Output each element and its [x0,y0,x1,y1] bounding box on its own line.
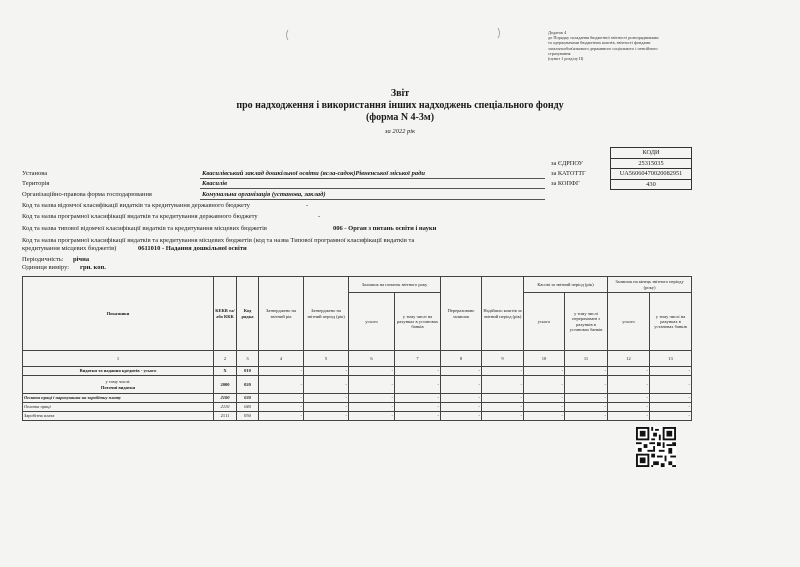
cell-value: - [608,367,650,376]
row-kekv: 2000 [214,376,237,394]
cell-value: - [608,376,650,394]
prog-code-label: Код та назва програмної класифікації видатків та кредитування державного бюджету [22,213,258,220]
cell-value: - [441,376,482,394]
cell-value: - [304,403,349,412]
unit-label: Одиниця виміру: [22,264,70,271]
header-start-total: усього [349,293,395,351]
edrpou-value: 25315035 [611,158,692,169]
col-num: 12 [608,351,650,367]
cell-value: - [565,394,608,403]
cell-value: - [524,367,565,376]
institution-label: Установа [22,170,48,177]
cell-value: - [524,376,565,394]
table-row [23,412,692,421]
row-code: 020 [237,376,259,394]
territory-value: Квасилів [202,180,228,187]
row-kekv: 2100 [214,394,237,403]
periodicity-value: річна [73,256,90,263]
cell-value: - [482,412,524,421]
cell-value: - [349,394,395,403]
cell-value: - [482,376,524,394]
row-name: Видатки та надання кредитів - усього [23,367,214,376]
cell-value: - [259,367,304,376]
cell-value: - [524,403,565,412]
cell-value: - [259,394,304,403]
report-title: Звіт [390,88,410,99]
cell-value: - [650,403,692,412]
cell-value: - [565,403,608,412]
edrpou-label: за ЄДРПОУ [551,160,584,167]
annex-line: страхування [548,50,571,56]
header-cash-transferred: у тому числі перераховані з рахунків в установах банків [565,293,608,351]
col-num: 5 [304,351,349,367]
row-name: Оплата праці і нарахування на заробітну плату [23,394,214,403]
header-balance-start: Залишок на початок звітного року [349,277,441,293]
annex-line: загальнообов'язкового державного соціального і пенсійного [548,45,658,51]
local-dept-value: 006 - Орган з питань освіти і науки [333,225,437,232]
header-approved: Затверджено на звітний рік [259,277,304,351]
cell-value: - [608,412,650,421]
cell-value: - [441,412,482,421]
cell-value: - [565,376,608,394]
cell-value: - [304,394,349,403]
col-num: 1 [23,351,214,367]
cell-value: - [349,376,395,394]
report-table [22,276,692,421]
kopfg-label: за КОПФГ [551,180,580,187]
local-dept-label: Код та назва типової відомчої класифікації видатків та кредитування місцевих бюджетів [22,225,267,232]
col-num: 10 [524,351,565,367]
row-name-main: Поточні видатки [100,384,136,390]
report-form: (форма N 4-3м) [365,112,435,123]
row-name [23,376,214,394]
codes-table [610,147,692,190]
header-balance-end: Залишок на кінець звітного періоду (року) [608,277,692,293]
cell-value: - [304,376,349,394]
header-transferred: Перераховано залишок [441,277,482,351]
cell-value: - [524,394,565,403]
header-kekv: КЕКВ та/або ККК [214,277,237,351]
cell-value: - [650,367,692,376]
annex-line: та одержувачами бюджетних коштів, звітності фондами [548,40,651,46]
col-num: 6 [349,351,395,367]
cell-value: - [650,376,692,394]
cell-value: - [259,376,304,394]
cell-value: - [608,403,650,412]
unit-value: грн. коп. [80,264,106,271]
header-received: Надійшло коштів за звітний період (рік) [482,277,524,351]
cell-value: - [395,394,441,403]
cell-value: - [395,367,441,376]
row-code: 010 [237,367,259,376]
column-numbers-row [23,351,692,367]
cell-value: - [482,403,524,412]
row-name-prefix: у тому числі: [105,379,131,385]
cell-value: - [441,403,482,412]
col-num: 7 [395,351,441,367]
row-kekv: 2110 [214,403,237,412]
row-kekv: X [214,367,237,376]
institution-value: Квасилівський заклад дошкільної освіти (ясла-садок)Рівненської міської ради [202,170,425,177]
cell-value: - [441,394,482,403]
local-prog-label-cont: кредитування місцевих бюджетів) [22,245,117,252]
row-code: 030 [237,394,259,403]
row-code: 040 [237,403,259,412]
local-prog-value: 0611010 - Надання дошкільної освіти [138,245,247,252]
prog-code-value: - [318,213,321,220]
cell-value: - [304,412,349,421]
cell-value: - [349,403,395,412]
cell-value: - [395,412,441,421]
row-code: 050 [237,412,259,421]
col-num: 9 [482,351,524,367]
dept-code-value: - [306,202,309,209]
col-num: 8 [441,351,482,367]
header-approved-period: Затверджено на звітний період (рік) [304,277,349,351]
cell-value: - [650,412,692,421]
cell-value: - [482,367,524,376]
header-row-code: Код рядка [237,277,259,351]
local-prog-label: Код та назва програмної класифікації видатків та кредитування місцевих бюджетів (код та назва Типової програмної класифікації видатків та [22,237,415,244]
annex-line: Додаток 4 [548,30,567,35]
annex-line: (пункт 1 розділу II) [548,56,584,62]
cell-value: - [395,403,441,412]
cell-value: - [304,367,349,376]
codes-header: КОДИ [611,148,692,159]
row-name: Оплата праці [23,403,214,412]
row-kekv: 2111 [214,412,237,421]
cell-value: - [349,367,395,376]
cell-value: - [395,376,441,394]
cell-value: - [482,394,524,403]
cell-value: - [524,412,565,421]
org-form-label: Організаційно-правова форма господарювання [22,191,152,198]
kopfg-value: 430 [611,179,692,190]
katottg-label: за КАТОТТГ [551,170,586,177]
table-row [23,403,692,412]
table-row [23,394,692,403]
cell-value: - [259,412,304,421]
table-row [23,367,692,376]
report-subtitle: про надходження і використання інших надходжень спеціального фонду [236,100,564,111]
annex-note [548,30,748,61]
org-form-value: Комунальна організація (установа, заклад) [202,191,326,198]
header-cash: Касові за звітний період (рік) [524,277,608,293]
dept-code-label: Код та назва відомчої класифікації видатків та кредитування державного бюджету [22,202,250,209]
territory-label: Територія [22,180,50,187]
row-name: Заробітна плата [23,412,214,421]
header-end-bank: у тому числі на рахунках в установах банків [650,293,692,351]
cell-value: - [608,394,650,403]
header-end-total: усього [608,293,650,351]
report-period: за 2022 рік [384,128,416,135]
col-num: 2 [214,351,237,367]
periodicity-label: Періодичність: [22,256,64,263]
header-cash-total: усього [524,293,565,351]
col-num: 3 [237,351,259,367]
col-num: 4 [259,351,304,367]
col-num: 11 [565,351,608,367]
cell-value: - [441,367,482,376]
qr-code-icon [636,427,676,467]
header-indicators: Показники [23,277,214,351]
katottg-value: UA56060470020082951 [611,169,692,180]
col-num: 13 [650,351,692,367]
cell-value: - [259,403,304,412]
cell-value: - [349,412,395,421]
cell-value: - [565,412,608,421]
header-start-bank: у тому числі на рахунках в установах банків [395,293,441,351]
cell-value: - [650,394,692,403]
cell-value: - [565,367,608,376]
table-row [23,376,692,394]
annex-line: до Порядку складання бюджетної звітності розпорядниками [548,35,659,41]
